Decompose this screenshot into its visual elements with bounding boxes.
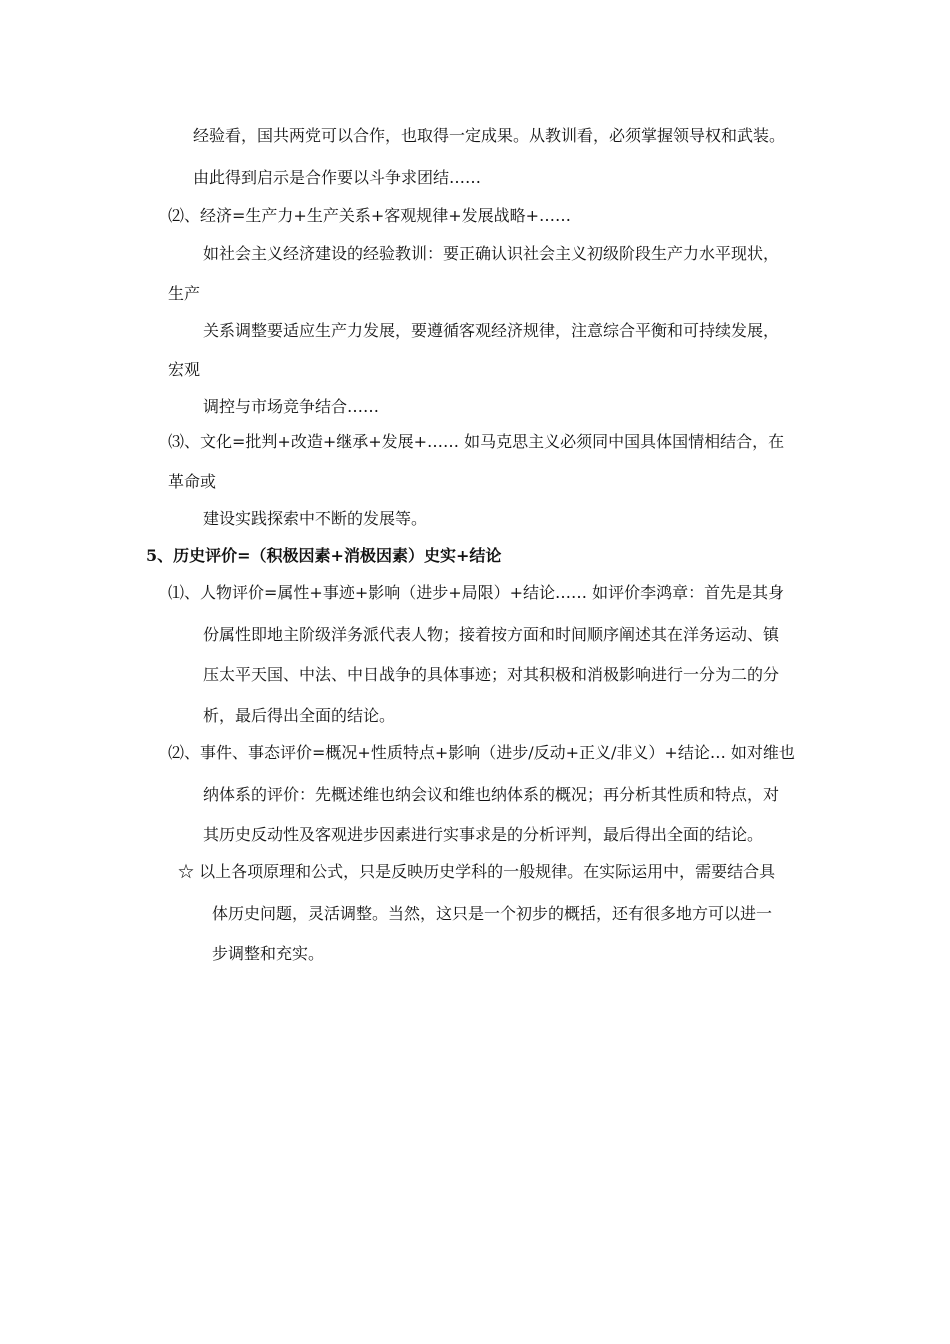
text-line-4: 如社会主义经济建设的经验教训：要正确认识社会主义初级阶段生产力水平现状，: [203, 244, 780, 263]
text-line-15: 压太平天国、中法、中日战争的具体事迹；对其积极和消极影响进行一分为二的分: [203, 665, 780, 684]
text-line-3: ⑵、经济=生产力+生产关系+客观规律+发展战略+……: [168, 206, 572, 225]
note-line-1: ☆ 以上各项原理和公式，只是反映历史学科的一般规律。在实际运用中，需要结合具: [178, 862, 776, 881]
text-line-2: 由此得到启示是合作要以斗争求团结……: [193, 168, 482, 187]
text-line-11: 建设实践探索中不断的发展等。: [203, 509, 428, 528]
text-line-19: 其历史反动性及客观进步因素进行实事求是的分析评判，最后得出全面的结论。: [203, 825, 764, 844]
note-line-2: 体历史问题，灵活调整。当然，这只是一个初步的概括，还有很多地方可以进一: [212, 904, 773, 923]
text-line-10: 革命或: [168, 472, 217, 491]
text-line-8: 调控与市场竞争结合……: [203, 397, 380, 416]
text-line-1: 经验看，国共两党可以合作，也取得一定成果。从教训看，必须掌握领导权和武装。: [193, 126, 786, 145]
note-line-3: 步调整和充实。: [212, 944, 325, 963]
text-line-14: 份属性即地主阶级洋务派代表人物；接着按方面和时间顺序阐述其在洋务运动、镇: [203, 625, 780, 644]
text-line-9: ⑶、文化=批判+改造+继承+发展+…… 如马克思主义必须同中国具体国情相结合，在: [168, 432, 785, 451]
text-line-17: ⑵、事件、事态评价=概况+性质特点+影响（进步/反动+正义/非义）+结论… 如对维也: [168, 743, 795, 762]
text-line-13: ⑴、人物评价=属性+事迹+影响（进步+局限）+结论…… 如评价李鸿章：首先是其身: [168, 583, 785, 602]
text-line-6: 关系调整要适应生产力发展，要遵循客观经济规律，注意综合平衡和可持续发展，: [203, 321, 780, 340]
section-heading: 5、历史评价=（积极因素+消极因素）史实+结论: [146, 546, 502, 565]
text-line-18: 纳体系的评价：先概述维也纳会议和维也纳体系的概况；再分析其性质和特点，对: [203, 785, 780, 804]
text-line-7: 宏观: [168, 360, 201, 379]
text-line-16: 析，最后得出全面的结论。: [203, 706, 396, 725]
text-line-5: 生产: [168, 284, 201, 303]
